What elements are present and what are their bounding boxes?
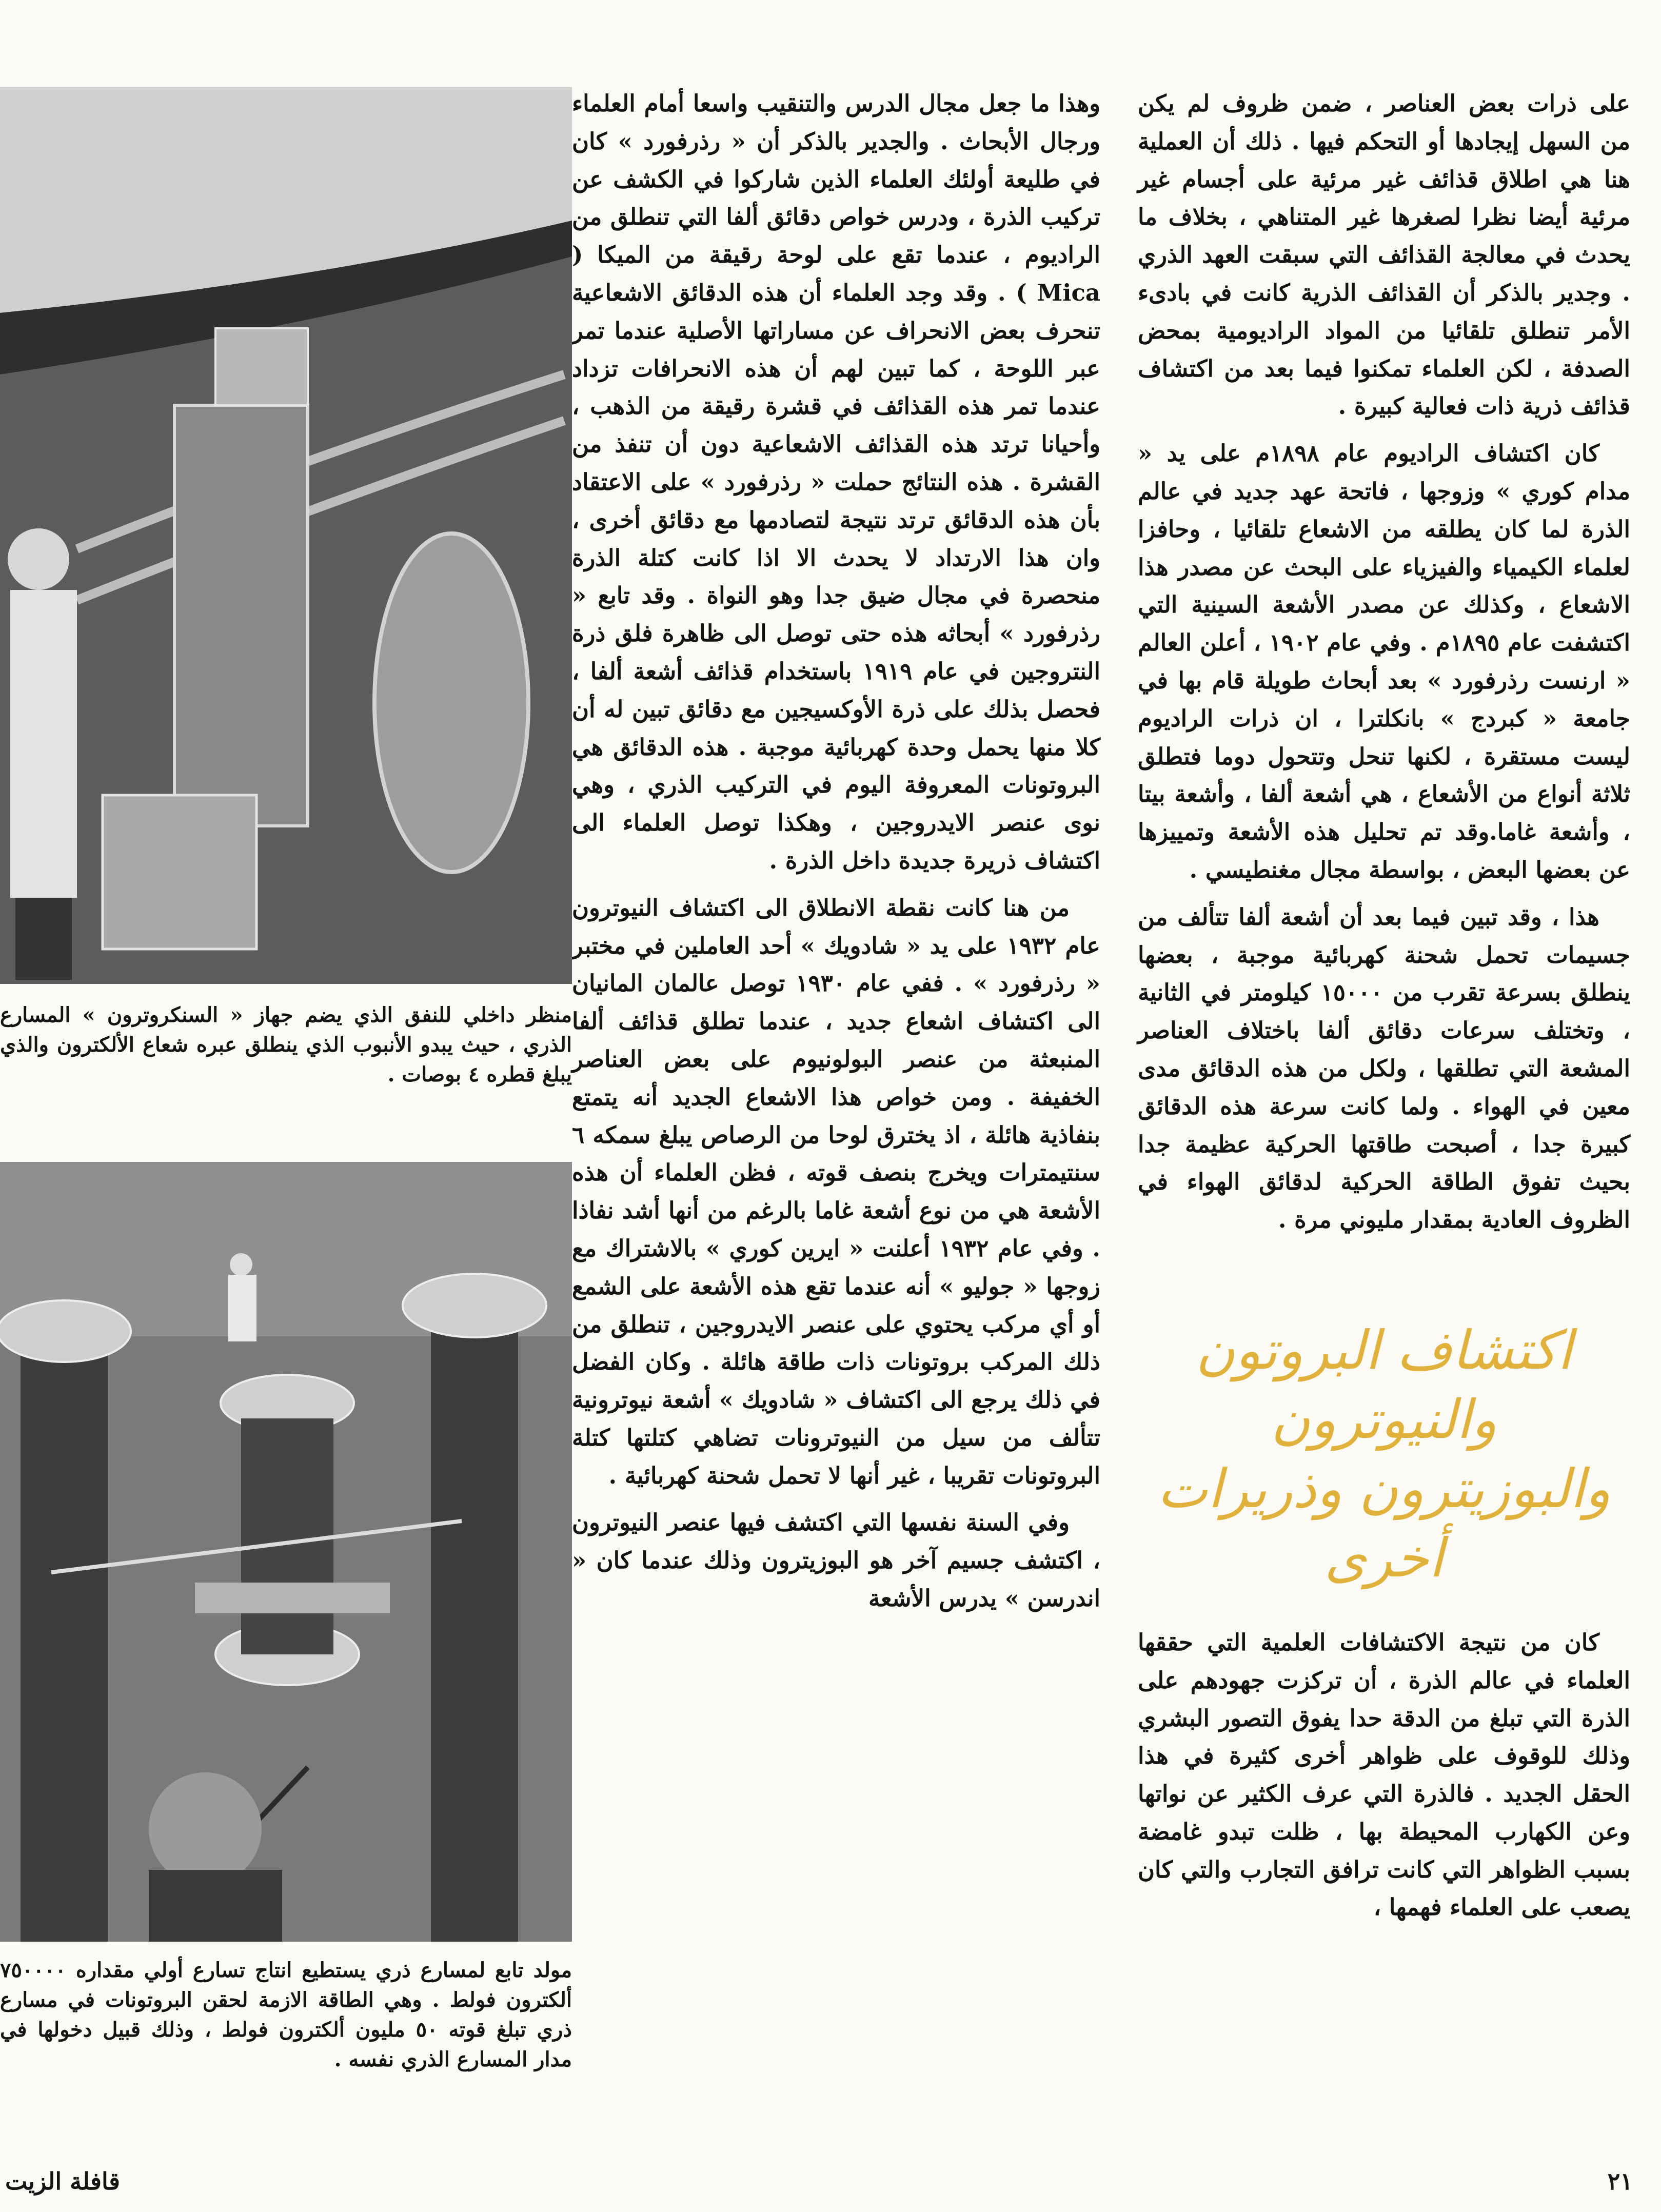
photo-caption: مولد تابع لمسارع ذري يستطيع انتاج تسارع أولي مقداره ٧٥٠٠٠٠ ألكترون فولط . وهي الطاقة الازمة لحقن البروتونات في مسارع ذري تبلغ قوته ٥٠ مليون ألكترون فولط ، وذلك قبيل دخولها في مدار المسارع الذري نفسه . [0,1958,572,2071]
section-heading: اكتشاف البروتون والنيوترون والبوزيترون وذريرات أخرى [1157,1318,1611,1589]
photo-caption: منظر داخلي للنفق الذي يضم جهاز « السنكروترون » المسارع الذري ، حيث يبدو الأنبوب الذي ينطلق عبره شعاع الألكترون والذي يبلغ قطره ٤ بوصات . [0,1003,572,1087]
paragraph: وفي السنة نفسها التي اكتشف فيها عنصر النيوترون ، اكتشف جسيم آخر هو البوزيترون وذلك عندما كان « اندرسن » يدرس الأشعة [572,1509,1100,1612]
paragraph: كان من نتيجة الاكتشافات العلمية التي حققها العلماء في عالم الذرة ، أن تركزت جهودهم على الذرة التي تبلغ من الدقة حدا يفوق التصور البشري وذلك للوقوف على ظواهر أخرى كثيرة في هذا الحقل الجديد . فالذرة التي عرف الكثير عن نواتها وعن الكهارب المحيطة بها ، ظلت تبدو غامضة بسبب الظواهر التي كانت ترافق التجارب والتي كان يصعب على العلماء فهمها ، [1138,1628,1630,1921]
accelerator-generator-photo [0,1162,572,1942]
right-text-column [1138,85,1630,1936]
paragraph: هذا ، وقد تبين فيما بعد أن أشعة ألفا تتألف من جسيمات تحمل شحنة كهربائية موجبة ، بعضها ينطلق بسرعة تقرب من ١٥٠٠٠ كيلومتر في الثانية ، وتختلف سرعات دقائق ألفا باختلاف العناصر المشعة التي تطلقها ، ولكل من هذه الدقائق مدى معين في الهواء . ولما كانت سرعة هذه الدقائق كبيرة جدا ، أصبحت طاقتها الحركية عظيمة جدا بحيث تفوق الطاقة الحركية لدقائق الهواء في الظروف العادية بمقدار مليوني مرة . [1138,903,1630,1234]
page-number: ٢١ [1607,2167,1633,2195]
paragraph: من هنا كانت نقطة الانطلاق الى اكتشاف النيوترون عام ١٩٣٢ على يد « شادويك » أحد العاملين في مختبر « رذرفورد » . ففي عام ١٩٣٠ توصل عالمان المانيان الى اكتشاف اشعاع جديد ، عندما تطلق قذائف ألفا المنبعثة من عنصر البولونيوم على بعض العناصر الخفيفة . ومن خواص هذا الاشعاع الجديد أنه يتمتع بنفاذية هائلة ، اذ يخترق لوحا من الرصاص يبلغ سمكه ٦ سنتيمترات ويخرج بنصف قوته ، فظن العلماء أن هذه الأشعة هي من نوع أشعة غاما بالرغم من أنها أشد نفاذا . وفي عام ١٩٣٢ أعلنت « ايرين كوري » بالاشتراك مع زوجها « جوليو » أنه عندما تقع هذه الأشعة على الشمع أو أي مركب يحتوي على عنصر الايدروجين ، تنطلق من ذلك المركب بروتونات ذات طاقة هائلة . وكان الفضل في ذلك يرجع الى اكتشاف « شادويك » أشعة نيوترونية تتألف من سيل من النيوترونات تضاهي كتلتها كتلة البروتونات تقريبا ، غير أنها لا تحمل شحنة كهربائية . [572,894,1100,1489]
paragraph: وهذا ما جعل مجال الدرس والتنقيب واسعا أمام العلماء ورجال الأبحاث . والجدير بالذكر أن « رذرفورد » كان في طليعة أولئك العلماء الذين شاركوا في الكشف عن تركيب الذرة ، ودرس خواص دقائق ألفا التي تنطلق من الراديوم ، عندما تقع على لوحة رقيقة من الميكا ( Mica ) . وقد وجد العلماء أن هذه الدقائق الاشعاعية تنحرف بعض الانحراف عن مساراتها الأصلية عندما تمر عبر اللوحة ، كما تبين لهم أن هذه الانحرافات تزداد عندما تمر هذه القذائف في قشرة رقيقة من الذهب ، وأحيانا ترتد هذه القذائف الاشعاعية دون أن تنفذ من القشرة . هذه النتائج حملت « رذرفورد » على الاعتقاد بأن هذه الدقائق ترتد نتيجة لتصادمها مع دقائق أخرى ، وان هذا الارتداد لا يحدث الا اذا كانت كتلة الذرة منحصرة في مجال ضيق جدا وهو النواة . وقد تابع « رذرفورد » أبحاثه هذه حتى توصل الى ظاهرة فلق ذرة النتروجين في عام ١٩١٩ باستخدام قذائف أشعة ألفا ، فحصل بذلك على ذرة الأوكسيجين مع دقائق تبين له أن كلا منها يحمل وحدة كهربائية موجبة . هذه الدقائق هي البروتونات المعروفة اليوم في التركيب الذري ، وهي نوى عنصر الايدروجين ، وهكذا توصل العلماء الى اكتشاف ذريرة جديدة داخل الذرة . [572,90,1100,874]
paragraph: كان اكتشاف الراديوم عام ١٨٩٨م على يد « مدام كوري » وزوجها ، فاتحة عهد جديد في عالم الذرة لما كان يطلقه من الاشعاع تلقائيا ، وحافزا لعلماء الكيمياء والفيزياء على البحث عن مصدر هذا الاشعاع ، وكذلك عن مصدر الأشعة السينية التي اكتشفت عام ١٨٩٥م . وفي عام ١٩٠٢ ، أعلن العالم « ارنست رذرفورد » بعد أبحاث طويلة قام بها في جامعة « كبردج » بانكلترا ، ان ذرات الراديوم ليست مستقرة ، لكنها تنحل وتتحول دوما فتطلق ثلاثة أنواع من الأشعاع ، هي أشعة ألفا ، وأشعة بيتا ، وأشعة غاما.وقد تم تحليل هذه الأشعة وتمييزها عن بعضها البعض ، بواسطة مجال مغنطيسي . [1138,440,1630,883]
magazine-name: قافلة الزيت [5,2167,121,2195]
synchrotron-tunnel-photo [0,87,572,984]
paragraph: على ذرات بعض العناصر ، ضمن ظروف لم يكن من السهل إيجادها أو التحكم فيها . ذلك أن العملية هنا هي اطلاق قذائف غير مرئية على أجسام غير مرئية أيضا نظرا لصغرها غير المتناهي ، بخلاف ما يحدث في معالجة القذائف التي سبقت العهد الذري . وجدير بالذكر أن القذائف الذرية كانت في بادىء الأمر تنطلق تلقائيا من المواد الراديومية بمحض الصدفة ، لكن العلماء تمكنوا فيما بعد من اكتشاف قذائف ذرية ذات فعالية كبيرة . [1138,90,1630,420]
middle-text-column [572,85,1100,1627]
